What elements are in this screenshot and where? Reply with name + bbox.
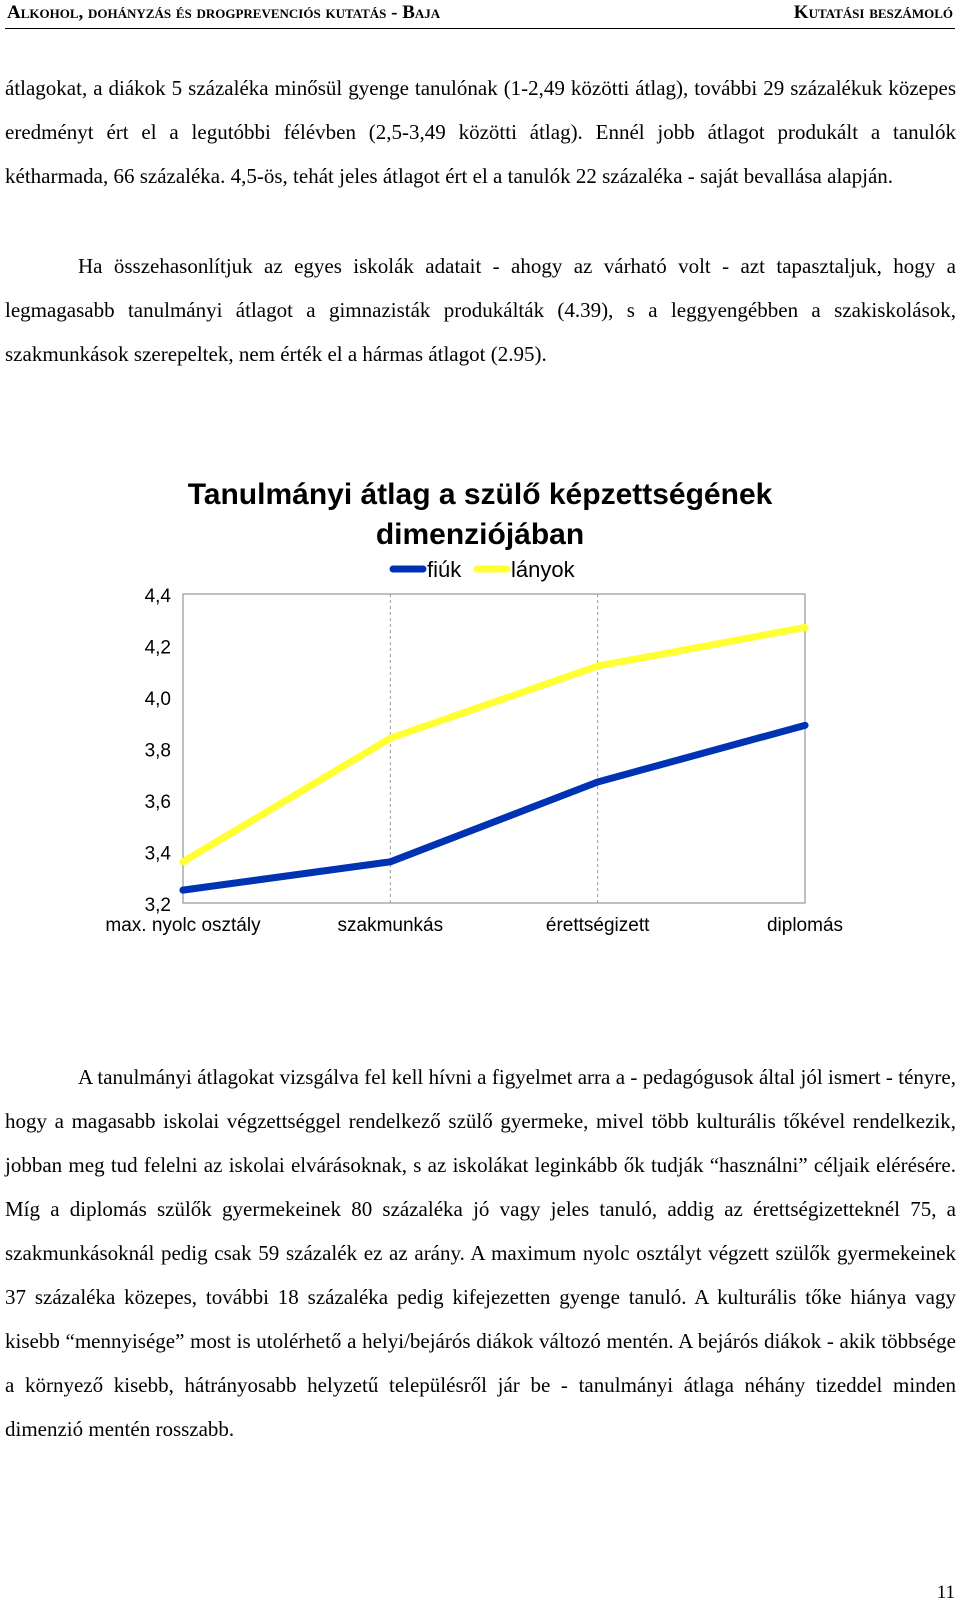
line-chart (0, 480, 960, 970)
data-point (594, 778, 601, 785)
data-point (802, 722, 809, 729)
x-tick-label: max. nyolc osztály (105, 915, 261, 936)
x-tick-label: érettségizett (545, 915, 650, 936)
legend-label-fiuk: fiúk (427, 557, 462, 582)
data-point (387, 858, 394, 865)
y-tick-label: 4,0 (144, 689, 171, 710)
x-tick-label: szakmunkás (337, 915, 444, 936)
y-tick-label: 3,6 (144, 792, 171, 813)
y-tick-label: 4,4 (144, 586, 171, 607)
chart-title-line1: Tanulmányi átlag a szülő képzettségének (187, 480, 773, 511)
y-tick-label: 3,2 (144, 895, 171, 916)
y-tick-label: 4,2 (144, 637, 171, 659)
data-point (387, 735, 394, 742)
x-tick-label: diplomás (766, 915, 844, 936)
chart-title-line2: dimenziójában (375, 518, 585, 551)
data-point (180, 887, 187, 894)
x-axis-ticks (105, 915, 843, 936)
y-tick-label: 3,8 (144, 740, 171, 762)
y-axis-ticks (145, 586, 172, 916)
y-tick-label: 3,4 (144, 843, 171, 865)
paragraph-school-comparison: Ha összehasonlítjuk az egyes iskolák adatait - ahogy az várható volt - azt tapasztaljuk, hogy a legmagasabb tanulmányi átlagot a gimnazisták produkálták (4.39), s a leggyengébben a szakiskolások, szakmunkások szerepeltek, nem érték el a hármas átlagot (2.95). (5, 254, 956, 366)
legend-label-lanyok: lányok (511, 557, 575, 582)
legend (393, 557, 576, 582)
page-header (5, 0, 955, 29)
header-right-title: Kutatási beszámoló (793, 2, 953, 23)
page-number: 11 (936, 1582, 955, 1603)
data-point (594, 663, 601, 670)
data-point (802, 624, 809, 631)
paragraph-intro: átlagokat, a diákok 5 százaléka minősül gyenge tanulónak (1-2,49 közötti átlag), további 29 százalékuk közepes eredményt ért el a legutóbbi félévben (2,5-3,49 közötti átlag). Ennél jobb átlagot produkált a tanulók kétharmada, 66 százaléka. 4,5-ös, tehát jeles átlagot ért el a tanulók 22 százaléka - saját bevallása alapján. (5, 76, 956, 188)
paragraph-parent-education: A tanulmányi átlagokat vizsgálva fel kell hívni a figyelmet arra a - pedagógusok által jól ismert - tényre, hogy a magasabb iskolai végzettséggel rendelkező szülő gyermeke, mivel több kulturális tőkével rendelkezik, jobban meg tud felelni az iskolai elvárásoknak, s az iskolákat leginkább ők tudják “használni” céljaik elérésére. Míg a diplomás szülők gyermekeinek 80 százaléka jó vagy jeles tanuló, addig az érettségizetteknél 75, a szakmunkásoknál pedig csak 59 százalék ez az arány. A maximum nyolc osztályt végzett szülők gyermekeinek 37 százaléka közepes, további 18 százaléka pedig kifejezetten gyenge tanuló. A kulturális tőke hiánya vagy kisebb “mennyisége” most is utolérhető a helyi/bejárós diákok változó mentén. A bejárós diákok - akik többsége a környező kisebb, hátrányosabb helyzetű településről jár be - tanulmányi átlaga néhány tizeddel minden dimenzió mentén rosszabb. (5, 1065, 956, 1441)
header-left-title: Alkohol, dohányzás és drogprevenciós kutatás - Baja (7, 2, 441, 23)
data-point (180, 858, 187, 865)
